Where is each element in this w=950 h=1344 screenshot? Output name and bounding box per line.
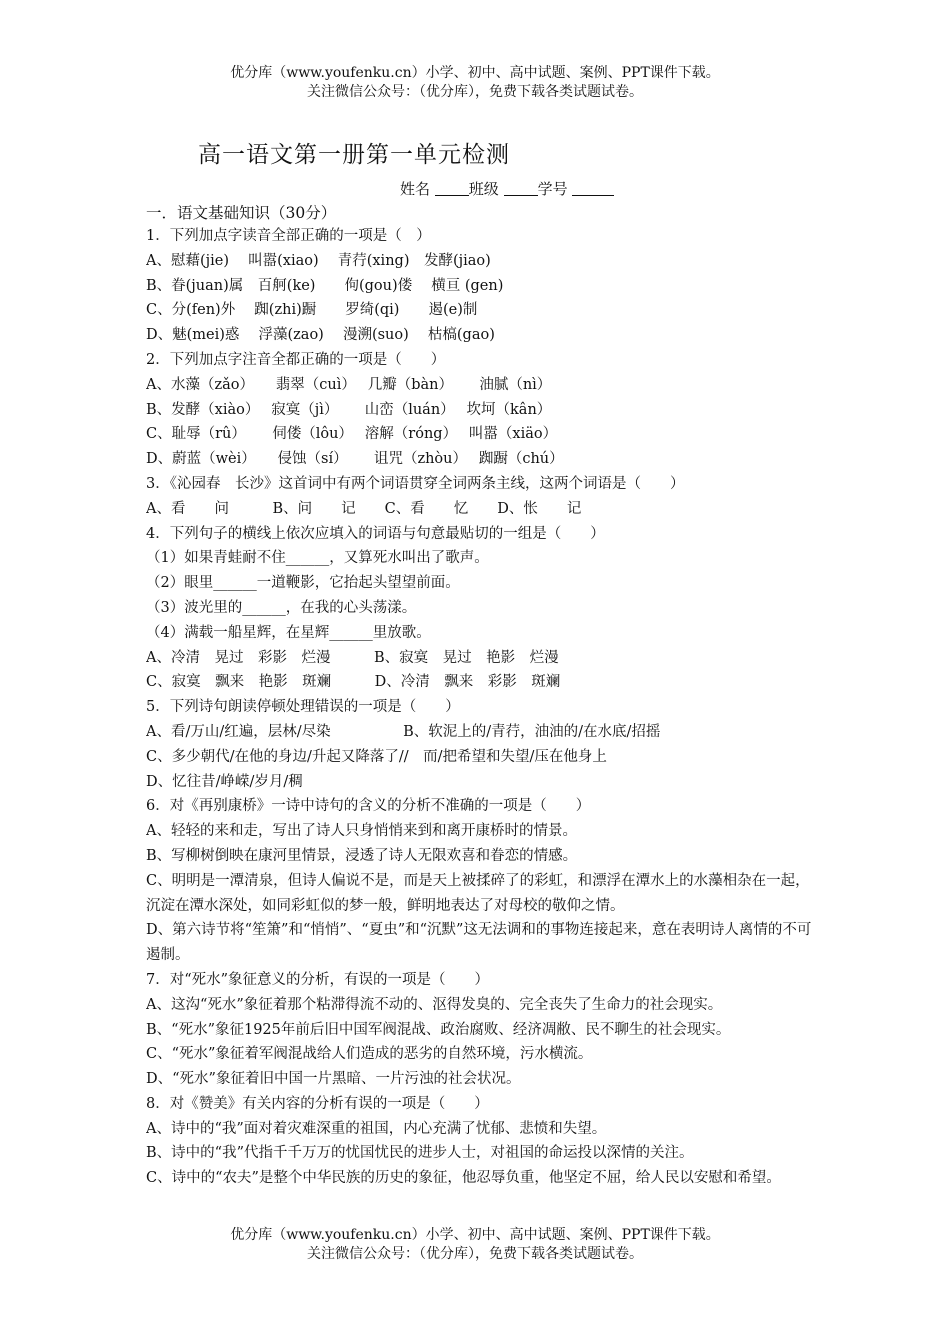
id-blank [572, 180, 614, 196]
question-block [146, 1092, 816, 1191]
question-block [146, 522, 816, 696]
answer-option: A、这沟“死水”象征着那个粘滞得流不动的、沤得发臭的、完全丧失了生命力的社会现实。 [146, 996, 723, 1013]
answer-option: C、诗中的“农夫”是整个中华民族的历史的象征，他忍辱负重，他坚定不屈，给人民以安慰和希望。 [146, 1170, 781, 1187]
student-info [400, 178, 614, 199]
question-stem: 7．对“死水”象征意义的分析，有误的一项是（ ） [146, 971, 490, 988]
question-stem: 6．对《再别康桥》一诗中诗句的含义的分析不准确的一项是（ ） [146, 798, 591, 815]
answer-option: （1）如果青蛙耐不住______，又算死水叫出了歌声。 [146, 550, 489, 567]
answer-option: D、第六诗节将“笙箫”和“悄悄”、“夏虫”和“沉默”这无法调和的事物连接起来，意在表明诗人离情的不可遏制。 [146, 922, 812, 964]
question-stem: 5．下列诗句朗读停顿处理错误的一项是（ ） [146, 699, 460, 716]
footer-line-1: 优分库（www.youfenku.cn）小学、初中、高中试题、案例、PPT课件下载。 [230, 1227, 720, 1243]
question-block [146, 695, 816, 794]
answer-option: B、诗中的“我”代指千千万万的忧国忧民的进步人士，对祖国的命运投以深情的关注。 [146, 1145, 694, 1162]
question-stem: 2．下列加点字注音全都正确的一项是（ ） [146, 351, 446, 368]
class-label: 班级 [468, 180, 499, 198]
header-line-2: 关注微信公众号：（优分库），免费下载各类试题试卷。 [307, 84, 643, 100]
answer-option: C、耻辱（rû） 伺偻（lôu） 溶解（róng） 叫嚣（xiäo） [146, 426, 558, 443]
answer-option: B、眷(juan)属 百舸(ke) 佝(gou)偻 横亘 (gen) [146, 277, 504, 294]
answer-option: D、蔚蓝（wèi） 侵蚀（sí） 诅咒（zhòu） 踟蹰（chú） [146, 451, 564, 468]
answer-option: B、发酵（xiào） 寂寞（jì） 山峦（luán） 坎坷（kân） [146, 401, 552, 418]
name-label: 姓名 [400, 180, 431, 198]
answer-option: A、冷清 晃过 彩影 烂漫 B、寂寞 晃过 艳影 烂漫 [146, 649, 559, 666]
page-header-banner [0, 64, 950, 102]
answer-option: A、水藻（zǎo） 翡翠（cuì） 几瓣（bàn） 油腻（nì） [146, 376, 552, 393]
class-blank [504, 180, 538, 196]
answer-option: （3）波光里的______，在我的心头荡漾。 [146, 599, 417, 616]
answer-option: D、“死水”象征着旧中国一片黑暗、一片污浊的社会状况。 [146, 1071, 521, 1088]
question-stem: 8．对《赞美》有关内容的分析有误的一项是（ ） [146, 1095, 489, 1112]
question-block [146, 224, 816, 348]
answer-option: （4）满载一船星辉，在星辉______里放歌。 [146, 624, 431, 641]
answer-option: C、多少朝代/在他的身边/升起又降落了// 而/把希望和失望/压在他身上 [146, 748, 607, 765]
question-block [146, 348, 816, 472]
question-list [146, 224, 816, 1191]
answer-option: C、“死水”象征着军阀混战给人们造成的恶劣的自然环境，污水横流。 [146, 1046, 593, 1063]
page-footer-banner [0, 1226, 950, 1264]
question-stem: 1．下列加点字读音全部正确的一项是（ ） [146, 228, 431, 244]
page-title: 高一语文第一册第一单元检测 [198, 142, 510, 168]
answer-option: A、看/万山/红遍，层林/尽染 B、软泥上的/青荇，油油的/在水底/招摇 [146, 723, 661, 740]
question-stem: 3．《沁园春 长沙》这首词中有两个词语贯穿全词两条主线，这两个词语是（ ） [146, 475, 685, 492]
answer-option: C、寂寞 飘来 艳影 斑斓 D、冷清 飘来 彩影 斑斓 [146, 674, 561, 691]
answer-option: A、看 问 B、问 记 C、看 忆 D、怅 记 [146, 500, 582, 517]
id-label: 学号 [537, 180, 568, 198]
answer-option: B、写柳树倒映在康河里情景，浸透了诗人无限欢喜和眷恋的情感。 [146, 847, 578, 864]
question-block [146, 472, 816, 522]
name-blank [435, 180, 469, 196]
question-block [146, 794, 816, 968]
question-stem: 4．下列句子的横线上依次应填入的词语与句意最贴切的一组是（ ） [146, 525, 605, 542]
answer-option: B、“死水”象征1925年前后旧中国军阀混战、政治腐败、经济凋敝、民不聊生的社会现实。 [146, 1021, 731, 1038]
answer-option: （2）眼里______一道鞭影，它抬起头望望前面。 [146, 575, 460, 592]
answer-option: A、轻轻的来和走，写出了诗人只身悄悄来到和离开康桥时的情景。 [146, 823, 577, 840]
answer-option: D、魅(mei)惑 浮藻(zao) 漫溯(suo) 枯槁(gao) [146, 327, 495, 344]
answer-option: C、明明是一潭清泉，但诗人偏说不是，而是天上被揉碎了的彩虹，和漂浮在潭水上的水藻相杂在一起，沉淀在潭水深处，如同彩虹似的梦一般，鲜明地表达了对母校的敬仰之情。 [146, 872, 810, 914]
answer-option: D、忆往昔/峥嵘/岁月/稠 [146, 773, 303, 790]
footer-line-2: 关注微信公众号：（优分库），免费下载各类试题试卷。 [307, 1246, 643, 1262]
section-title: 一．语文基础知识（30分） [146, 204, 337, 222]
answer-option: A、诗中的“我”面对着灾难深重的祖国，内心充满了忧郁、悲愤和失望。 [146, 1120, 607, 1137]
question-block [146, 968, 816, 1092]
header-line-1: 优分库（www.youfenku.cn）小学、初中、高中试题、案例、PPT课件下载。 [230, 65, 720, 81]
answer-option: A、慰藉(jie) 叫嚣(xiao) 青荇(xing) 发酵(jiao) [146, 252, 491, 269]
answer-option: C、分(fen)外 踟(zhi)蹰 罗绮(qi) 遏(e)制 [146, 302, 478, 319]
